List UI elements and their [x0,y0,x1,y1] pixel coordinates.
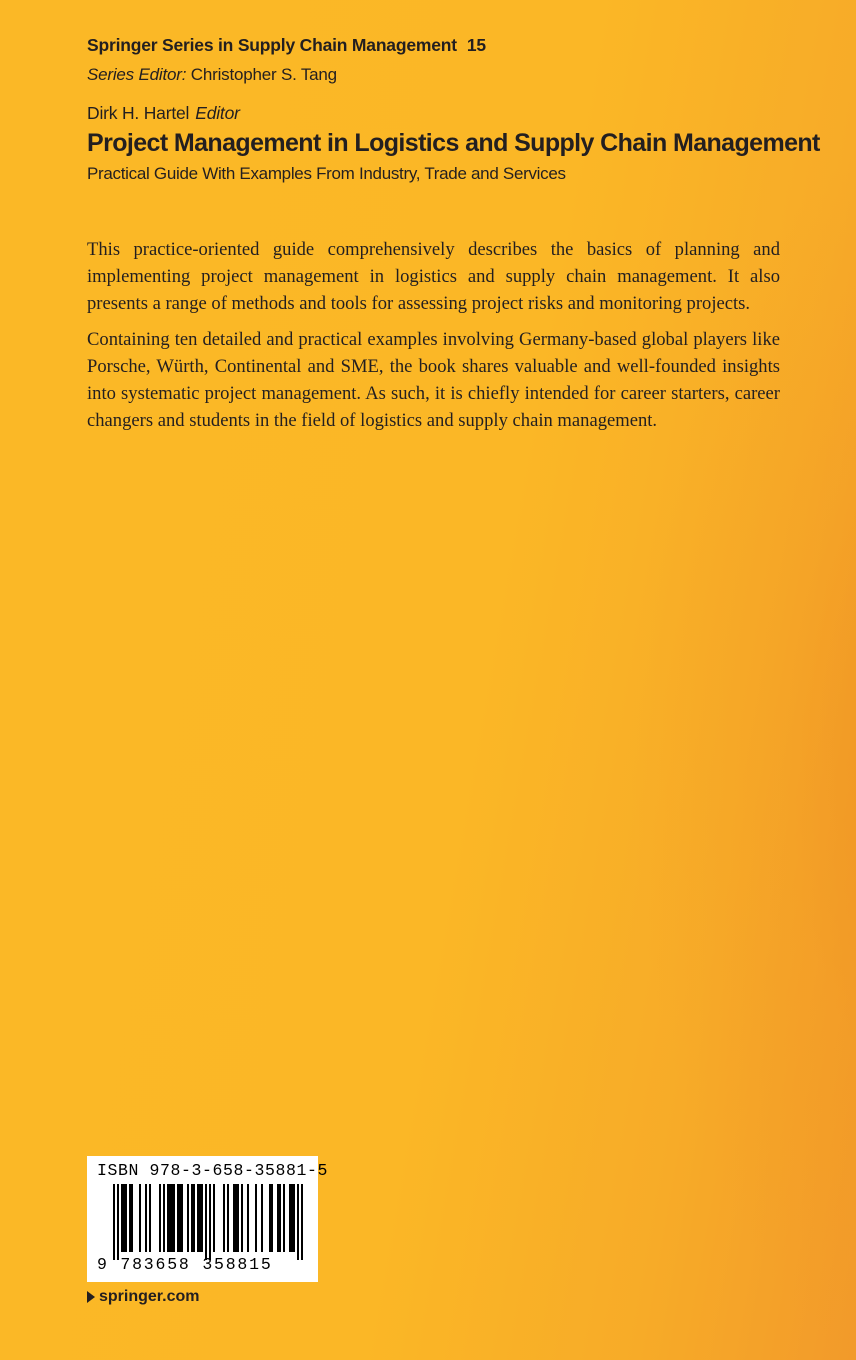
series-name: Springer Series in Supply Chain Management [87,35,457,55]
barcode-bar [241,1184,243,1252]
book-title: Project Management in Logistics and Supply Chain Management [87,129,820,157]
barcode-bar [169,1184,171,1252]
series-number: 15 [466,35,486,55]
barcode-bar [139,1184,141,1252]
barcode-bar [209,1184,211,1260]
barcode-bar [173,1184,175,1252]
barcode-digits: 9 783658 358815 [97,1255,273,1274]
description-paragraph: This practice-oriented guide comprehensively describes the basics of planning and implementing project management in logistics and supply chain management. It also presents a range of methods and tools for assessing project risks and monitoring projects. [87,239,780,314]
book-editor [87,103,240,124]
barcode-bar [193,1184,195,1252]
barcode-bar [205,1184,207,1260]
series-editor-label: Series Editor: [87,65,187,84]
barcode-bar [237,1184,239,1252]
isbn-label: ISBN 978-3-658-35881-5 [97,1161,329,1180]
book-author: Dirk H. Hartel [87,103,190,123]
barcode-bar [149,1184,151,1252]
barcode-bar [293,1184,295,1252]
barcode-bar [159,1184,161,1252]
barcode-bar [113,1184,115,1260]
barcode-bar [301,1184,303,1260]
barcode-bar [171,1184,173,1252]
barcode-bar [289,1184,291,1252]
barcode-bar [131,1184,133,1252]
book-author-role: Editor [195,103,240,123]
barcode-bar [187,1184,189,1252]
barcode-bar [181,1184,183,1252]
publisher-website[interactable] [87,1288,199,1306]
book-subtitle: Practical Guide With Examples From Industry, Trade and Services [87,164,566,183]
barcode-bar [201,1184,203,1252]
play-arrow-icon [87,1291,95,1303]
barcode-bar [235,1184,237,1252]
barcode-bar [261,1184,263,1252]
barcode-bar [199,1184,201,1252]
barcode-bar [179,1184,181,1252]
barcode-bar [269,1184,271,1252]
barcode-bar [233,1184,235,1252]
barcode-bar [121,1184,123,1252]
description-paragraph: Containing ten detailed and practical examples involving Germany-based global players like Porsche, Würth, Continental and SME, the book shares valuable and well-founded insights into systematic project management. As such, it is chiefly intended for career starters, career changers and students in the field of logistics and supply chain management. [87,329,780,431]
barcode-bar [191,1184,193,1252]
barcode-bar [145,1184,147,1252]
barcode-bar [297,1184,299,1260]
barcode-bar [129,1184,131,1252]
barcode-bar [279,1184,281,1252]
barcode-bar [223,1184,225,1252]
barcode-bar [291,1184,293,1252]
barcode-bar [167,1184,169,1252]
series-title [87,35,486,56]
barcode-bar [123,1184,125,1252]
series-editor-name: Christopher S. Tang [190,65,337,84]
publisher-url: springer.com [99,1288,200,1305]
barcode-bar [277,1184,279,1252]
barcode-bar [177,1184,179,1252]
isbn-barcode [87,1156,329,1282]
book-description [87,236,780,443]
barcode-bar [227,1184,229,1252]
series-editor [87,65,337,85]
barcode-bar [283,1184,285,1252]
barcode-bar [117,1184,119,1260]
barcode-bar [125,1184,127,1252]
barcode-bar [271,1184,273,1252]
barcode-bar [255,1184,257,1252]
barcode-bar [197,1184,199,1252]
barcode-bar [163,1184,165,1252]
barcode-bar [247,1184,249,1252]
barcode-bar [213,1184,215,1252]
